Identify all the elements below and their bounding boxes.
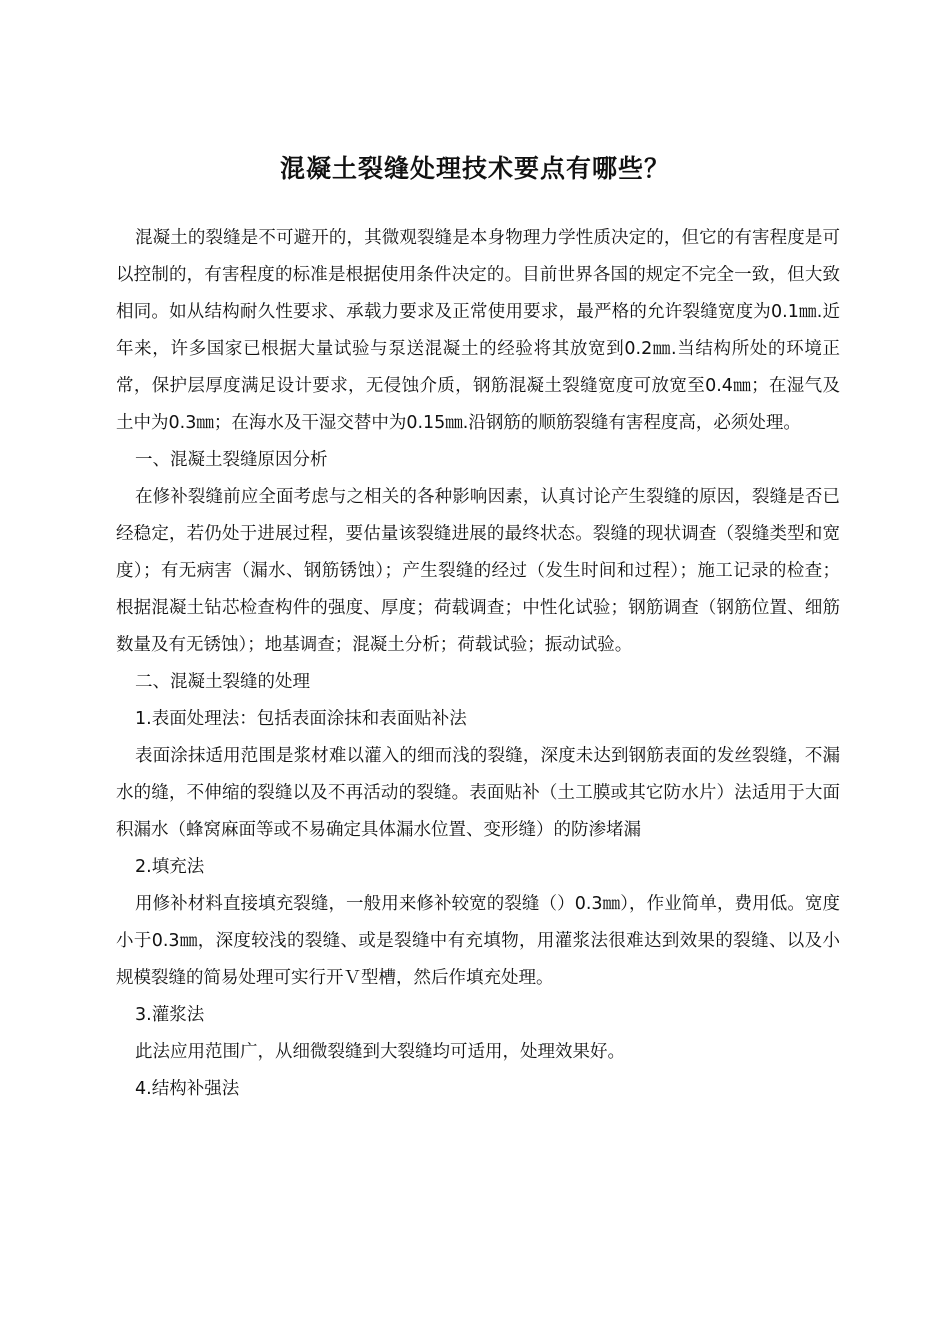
- paragraph-cause-analysis: 在修补裂缝前应全面考虑与之相关的各种影响因素，认真讨论产生裂缝的原因，裂缝是否已经稳定，若仍处于进展过程，要估量该裂缝进展的最终状态。裂缝的现状调查（裂缝类型和宽度）；有无病害（漏水、钢筋锈蚀）；产生裂缝的经过（发生时间和过程）；施工记录的检查；根据混凝土钻芯检查构件的强度、厚度；荷载调查；中性化试验；钢筋调查（钢筋位置、细筋数量及有无锈蚀）；地基调查；混凝土分析；荷载试验；振动试验。: [116, 487, 840, 655]
- subheading-structural-reinforcement: 4.结构补强法: [135, 1079, 240, 1099]
- paragraph-surface-treatment: 表面涂抹适用范围是浆材难以灌入的细而浅的裂缝，深度未达到钢筋表面的发丝裂缝，不漏水的缝，不伸缩的裂缝以及不再活动的裂缝。表面贴补（土工膜或其它防水片）法适用于大面积漏水（蜂窝麻面等或不易确定具体漏水位置、变形缝）的防渗堵漏: [116, 746, 840, 840]
- subheading-grouting-method: 3.灌浆法: [135, 1005, 205, 1025]
- page-title: 混凝土裂缝处理技术要点有哪些？: [279, 153, 670, 183]
- subheading-surface-treatment: 1.表面处理法：包括表面涂抹和表面贴补法: [135, 709, 467, 729]
- section-heading-treatment: 二、混凝土裂缝的处理: [135, 672, 310, 692]
- paragraph-grouting-method: 此法应用范围广，从细微裂缝到大裂缝均可适用，处理效果好。: [135, 1042, 625, 1062]
- section-heading-cause-analysis: 一、混凝土裂缝原因分析: [135, 450, 328, 470]
- document-body: [116, 220, 840, 1108]
- paragraph-filling-method: 用修补材料直接填充裂缝，一般用来修补较宽的裂缝（）0.3㎜），作业简单，费用低。宽度小于0.3㎜，深度较浅的裂缝、或是裂缝中有充填物，用灌浆法很难达到效果的裂缝、以及小规模裂缝的简易处理可实行开Ｖ型槽，然后作填充处理。: [116, 894, 840, 988]
- paragraph-intro: 混凝土的裂缝是不可避开的，其微观裂缝是本身物理力学性质决定的，但它的有害程度是可以控制的，有害程度的标准是根据使用条件决定的。目前世界各国的规定不完全一致，但大致相同。如从结构耐久性要求、承载力要求及正常使用要求，最严格的允许裂缝宽度为0.1㎜.近年来，许多国家已根据大量试验与泵送混凝土的经验将其放宽到0.2㎜.当结构所处的环境正常，保护层厚度满足设计要求，无侵蚀介质，钢筋混凝土裂缝宽度可放宽至0.4㎜；在湿气及土中为0.3㎜；在海水及干湿交替中为0.15㎜.沿钢筋的顺筋裂缝有害程度高，必须处理。: [116, 228, 840, 433]
- subheading-filling-method: 2.填充法: [135, 857, 205, 877]
